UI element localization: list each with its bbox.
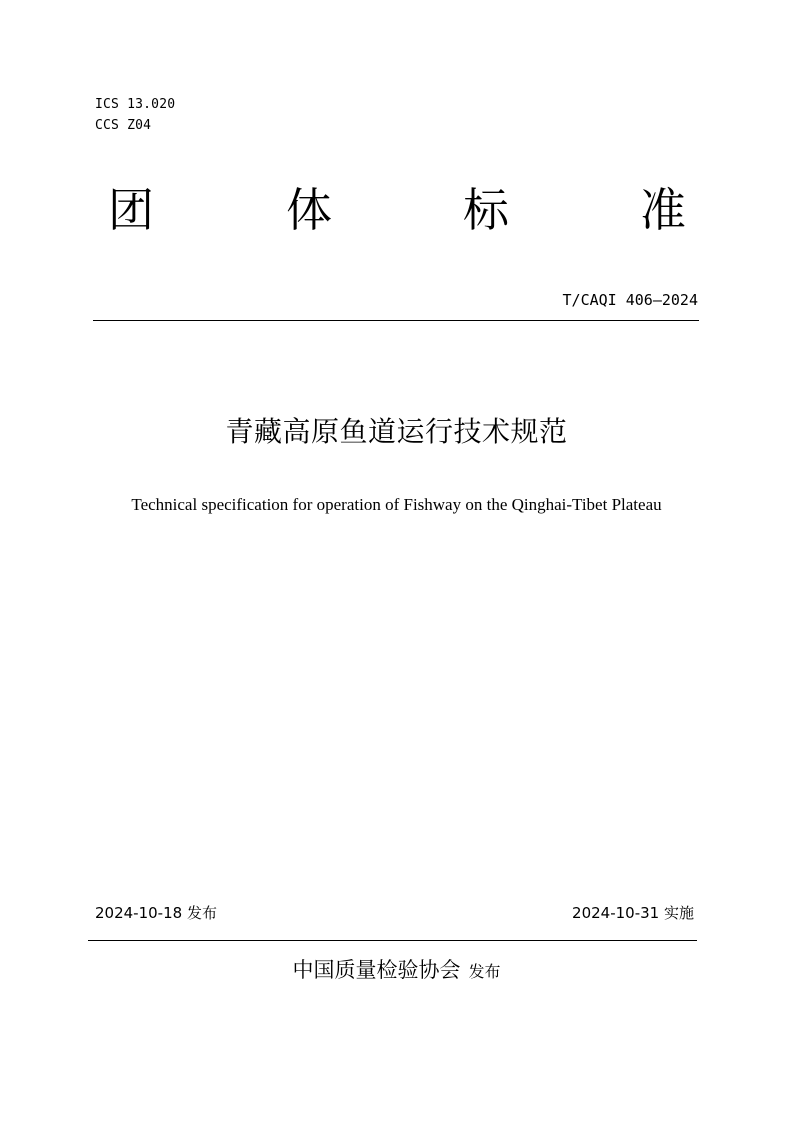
- publisher-name: 中国质量检验协会: [292, 958, 461, 982]
- standard-type-char-4: 准: [640, 183, 686, 237]
- title-chinese: 青藏高原鱼道运行技术规范: [225, 415, 568, 448]
- top-divider: [93, 320, 699, 321]
- issue-date: 2024-10-18 发布: [95, 904, 217, 922]
- title-english: Technical specification for operation of Fishway on the Qinghai-Tibet Plateau: [131, 495, 662, 514]
- standard-type-char-3: 标: [463, 183, 509, 237]
- standard-number: T/CAQI 406—2024: [562, 291, 698, 309]
- bottom-divider: [88, 940, 697, 941]
- publisher: [0, 955, 793, 987]
- implementation-date: 2024-10-31 实施: [572, 904, 694, 922]
- standard-type-char-2: 体: [286, 183, 332, 237]
- standard-type-char-1: 团: [108, 183, 154, 237]
- ics-code: ICS 13.020: [95, 97, 176, 112]
- ccs-code: CCS Z04: [95, 118, 152, 133]
- publisher-suffix: 发布: [468, 962, 501, 981]
